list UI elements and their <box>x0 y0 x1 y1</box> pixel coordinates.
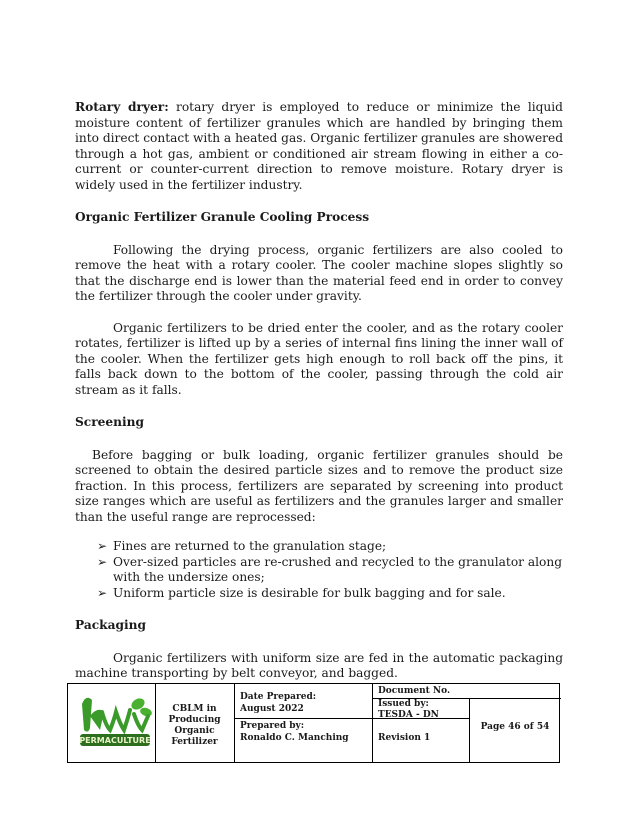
page-number: Page 46 of 54 <box>480 722 550 732</box>
permaculture-logo-icon <box>76 690 154 756</box>
screening-heading: Screening <box>75 415 145 429</box>
packaging-paragraph: Organic fertilizers with uniform size are fed in the automatic packaging machine transporting by belt conveyor, and bagged. <box>75 650 563 680</box>
packaging-heading: Packaging <box>75 618 147 632</box>
rotary-dryer-paragraph <box>75 100 563 193</box>
arrow-bullet-icon: ➢ <box>97 539 108 553</box>
list-item: ➢ Over-sized particles are re-crushed and recycled to the granulator along with the undersize ones; <box>97 554 563 584</box>
logo-wordmark: PERMACULTURE <box>79 736 151 745</box>
arrow-bullet-icon: ➢ <box>97 554 108 569</box>
issued-by-label: Issued by: <box>378 699 429 709</box>
cooling-paragraph-2: Organic fertilizers to be dried enter the cooler, and as the rotary cooler rotates, fertilizer is lifted up by a series of internal fins lining the inner wall of the cooler. When the fertilizer gets high enough to roll back off the pins, it falls back down to the bottom of the cooler, passing through the cold air stream as it falls. <box>75 320 563 397</box>
date-prepared-label: Date Prepared: <box>240 692 317 702</box>
rotary-dryer-term: Rotary dryer: <box>75 100 169 114</box>
list-item: ➢ Fines are returned to the granulation stage; <box>97 539 387 553</box>
cblm-title: CBLM in Producing Organic Fertilizer <box>168 704 221 747</box>
permaculture-logo <box>76 690 154 756</box>
revision-label: Revision 1 <box>378 733 431 743</box>
cooling-paragraph-1: Following the drying process, organic fertilizers are also cooled to remove the heat with a rotary cooler. The cooler machine slopes slightly so that the discharge end is lower than the material feed end in order to convey the fertilizer through the cooler under gravity. <box>75 242 563 303</box>
date-prepared-value: August 2022 <box>240 704 304 714</box>
issued-by-value: TESDA - DN <box>378 710 439 720</box>
prepared-by-value: Ronaldo C. Manching <box>240 733 349 743</box>
prepared-by-label: Prepared by: <box>240 721 305 731</box>
list-item: ➢ Uniform particle size is desirable for bulk bagging and for sale. <box>97 585 506 600</box>
screening-paragraph: Before bagging or bulk loading, organic fertilizer granules should be screened to obtain the desired particle sizes and to remove the product size fraction. In this process, fertilizers are separated by screening into product size ranges which are useful as fertilizers and the granules larger and smaller than the useful range are reprocessed: <box>75 447 563 524</box>
rotary-dryer-text: rotary dryer is employed to reduce or minimize the liquid moisture content of fertilizer granules which are handled by bringing them into direct contact with a heated gas. Organic fertilizer granules are showered through a hot gas, ambient or conditioned air stream flowing in either a co-current or counter-current direction to remove moisture. Rotary dryer is widely used in the fertilizer industry. <box>75 100 563 192</box>
screening-list <box>75 539 563 601</box>
document-body <box>75 100 563 682</box>
document-footer-table <box>67 683 560 763</box>
document-number-label: Document No. <box>378 686 451 696</box>
cooling-heading: Organic Fertilizer Granule Cooling Process <box>75 210 370 224</box>
arrow-bullet-icon: ➢ <box>97 585 108 600</box>
